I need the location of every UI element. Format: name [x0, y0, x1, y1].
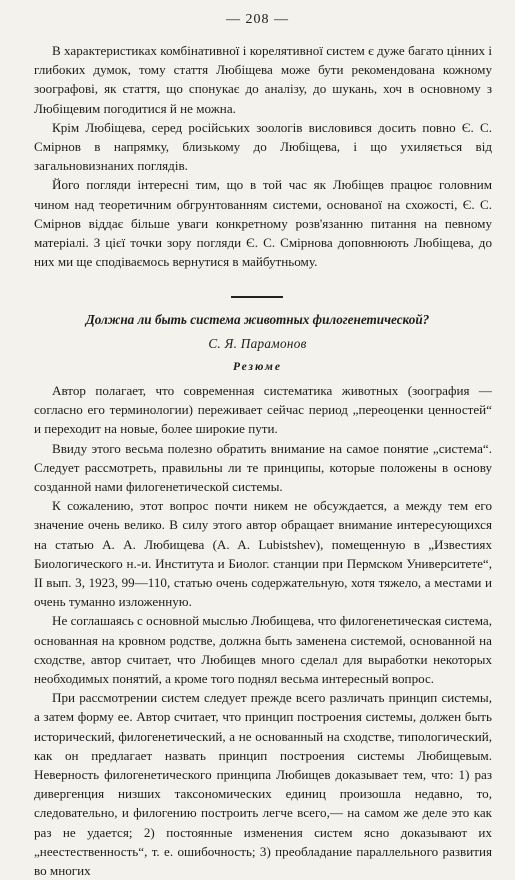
section-ukrainian-text: [34, 41, 492, 271]
paragraph: Його погляди інтересні тим, що в той час як Любіщев працює головним чином над теоретичним обгрунтованням системи, основаної на схожості, Є. С. Смірнов віддає більше уваги конкретному розв'язанню питання на певному матеріалі. З цієї точки зору погляди Є. С. Смірнова доповнюють Любіщева, до них ми ще сподіваємось вернутися в майбутньому.: [34, 177, 492, 270]
article-body: [34, 381, 492, 880]
paragraph: Ввиду этого весьма полезно обратить внимание на самое понятие „система“. Следует рассмотреть, правильны ли те принципы, которые положены в основу созданной нами филогенетической системы.: [34, 440, 492, 495]
paragraph: Крім Любіщева, серед російських зоологів висловився досить повно Є. С. Смірнов в напрямку, близькому до Любіщева, і що ухиляється від загальновизнаних поглядів.: [34, 119, 492, 174]
paragraph: При рассмотрении систем следует прежде всего различать принцип системы, а затем форму ее. Автор считает, что принцип построения системы, должен быть исторический, филогенетический, а не основанный на сходстве, типологический, как он предлагает назвать принцип построения системы Любищевым. Неверность филогенетического принципа Любищев доказывает тем, что: 1) раз дивергенция низших таксономических единиц произошла недавно, то, следовательно, и филогению построить легче всего,— на самом же деле это как раз не удается; 2) постоянные изменения систем ясно доказывают их „неестественность“, т. е. ошибочность; 3) преобладание параллельного развития во многих: [34, 690, 492, 879]
article-author: С. Я. Парамонов: [208, 336, 307, 351]
article-title: Должна ли быть система животных филогенетической?: [85, 312, 430, 327]
paragraph: Автор полагает, что современная систематика животных (зоография — согласно его терминологии) переживает сейчас период „переоценки ценностей“ и переходит на новые, более широкие пути.: [34, 383, 492, 437]
paragraph: В характеристиках комбінативної і корелятивної систем є дуже багато цінних і глибоких думок, тому стаття Любіщева може бути рекомендована кожному зоографові, як стаття, що спонукає до аналізу, до шукань, хоч в основному з Любіщевим погодитися й не можна.: [34, 43, 492, 116]
paragraph: Не соглашаясь с основной мыслью Любищева, что филогенетическая система, основанная на кровном родстве, должна быть заменена системой, основанной на сходстве, автор считает, что Любищев много сделал для выработки некоторых необходимых понятий, а кроме того поднял весьма интересный вопрос.: [34, 613, 492, 687]
paragraph: К сожалению, этот вопрос почти никем не обсуждается, а между тем его значение очень велико. В силу этого автор обращает внимание интересующихся на статью А. А. Любищева (A. A. Lubistshev), помещенную в „Известиях Биологического н.-и. Института и Биолог. станции при Пермском Университете“, II вып. 3, 1923, 99—110, статью очень содержательную, хотя тяжело, а местами и очень туманно изложенную.: [34, 498, 492, 610]
page-number: — 208 —: [226, 12, 289, 27]
section-divider: [231, 296, 283, 298]
resume-label: Резюме: [233, 361, 282, 373]
